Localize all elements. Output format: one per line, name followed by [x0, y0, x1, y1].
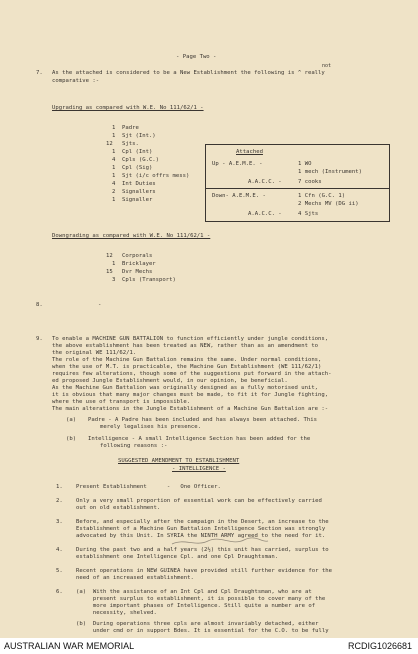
appendix-item-line: Recent operations in NEW GUINEA have provided still further evidence for the	[76, 568, 332, 574]
appendix-item-line: (a) With the assistance of an Int Cpl and Cpl Draughtsman, who are at	[76, 589, 312, 595]
appendix-item-number: 5.	[56, 568, 63, 574]
sub-b-line: following reasons :-	[100, 443, 168, 449]
sub-a-label: (a)	[66, 417, 77, 423]
record-id: RCDIG1026681	[347, 641, 412, 651]
list-qty: 1	[112, 149, 116, 155]
list-qty: 2	[112, 189, 116, 195]
box-divider	[206, 188, 389, 189]
list-text: Cpl (Sig)	[122, 165, 153, 171]
attached-up-value: 1 WO	[298, 161, 312, 167]
item-8-number: 8.	[36, 302, 43, 308]
item-9-line: the original WE 111/62/1.	[52, 350, 137, 356]
attached-up-acc-label: A.A.C.C. -	[248, 179, 282, 185]
appendix-item-number: 2.	[56, 498, 63, 504]
item-9-line: requires few alterations, though some of the suggestions put forward in the attach-	[52, 371, 332, 377]
appendix-subtitle: - INTELLIGENCE -	[172, 466, 226, 472]
attached-down-acc-value: 4 Sjts	[298, 211, 319, 217]
list-qty: 1	[112, 173, 116, 179]
appendix-item-number: 6.	[56, 589, 63, 595]
archive-footer	[0, 638, 418, 654]
list-qty: 12	[106, 253, 113, 259]
attached-box	[205, 144, 390, 222]
appendix-item-line: advocated by this Unit. In SYRIA the NINTH ARMY agreed to the need for it.	[76, 533, 326, 539]
list-text: Sjts.	[122, 141, 139, 147]
sub-a-line: Padre - A Padre has been included and has always been attached. This	[88, 417, 318, 423]
appendix-item-number: 4.	[56, 547, 63, 553]
list-qty: 15	[106, 269, 113, 275]
appendix-item-line: under cmd or in support Bdes. It is essential for the C.O. to be fully	[76, 628, 329, 634]
item-8-text: -	[98, 302, 102, 308]
appendix-item-line: necessity, shelved.	[76, 610, 157, 616]
sub-b-label: (b)	[66, 436, 77, 442]
appendix-item-line: Before, and especially after the campaign in the Desert, an increase to the	[76, 519, 329, 525]
list-text: Cpls (G.C.)	[122, 157, 160, 163]
appendix-title: SUGGESTED AMENDMENT TO ESTABLISHMENT	[118, 458, 240, 464]
list-qty: 1	[112, 261, 116, 267]
list-text: Int Duties	[122, 181, 156, 187]
attached-up-value: 1 mech (Instrument)	[298, 169, 362, 175]
item-9-line: the above establishment has been treated as NEW, rather than as an amendment to	[52, 343, 319, 349]
list-text: Cpl (Int)	[122, 149, 153, 155]
item-9-line: To enable a MACHINE GUN BATTALION to function efficiently under jungle conditions,	[52, 336, 329, 342]
item-9-line: The main alterations in the Jungle Establishment of a Machine Gun Battalion are :-	[52, 406, 329, 412]
appendix-item-number: 1.	[56, 484, 63, 490]
item-9-line: The role of the Machine Gun Battalion remains the same. Under normal conditions,	[52, 357, 322, 363]
list-text: Sjt (Int.)	[122, 133, 156, 139]
attached-down-value: 2 Mechs MV (DG ii)	[298, 201, 359, 207]
appendix-item-line: more important phases of Intelligence. Still quite a number are of	[76, 603, 316, 609]
sub-b-line: Intelligence - A small Intelligence Section has been added for the	[88, 436, 311, 442]
list-text: Corporals	[122, 253, 153, 259]
attached-up-acc-value: 7 cooks	[298, 179, 322, 185]
list-qty: 12	[106, 141, 113, 147]
list-text: Signaller	[122, 197, 153, 203]
handwritten-mark	[170, 535, 270, 549]
downgrading-heading: Downgrading as compared with W.E. No 111/62/1 -	[52, 233, 211, 239]
attached-down-acc-label: A.A.C.C. -	[248, 211, 282, 217]
handwritten-insert: not	[322, 63, 332, 69]
appendix-item-number: 3.	[56, 519, 63, 525]
list-qty: 1	[112, 197, 116, 203]
appendix-item-line: Only a very small proportion of essential work can be effectively carried	[76, 498, 322, 504]
list-text: Bricklayer	[122, 261, 156, 267]
list-qty: 1	[112, 133, 116, 139]
archive-name: AUSTRALIAN WAR MEMORIAL	[4, 641, 135, 651]
item-9-line: where the use of transport is impossible.	[52, 399, 191, 405]
item-9-line: when the use of M.T. is practicable, the Machine Gun Establishment (WE 111/62/1)	[52, 364, 322, 370]
list-qty: 4	[112, 181, 116, 187]
item-9-line: it is obvious that many major changes must be made, to fit it for Jungle fighting,	[52, 392, 329, 398]
item-9-line: ed proposed Jungle Establishment would, in our opinion, be beneficial.	[52, 378, 288, 384]
upgrading-heading: Upgrading as compared with W.E. No 111/62/1 -	[52, 105, 204, 111]
appendix-item-line: establishment one Intelligence Cpl. and one Cpl Draughtsman.	[76, 554, 279, 560]
list-text: Cpls (Transport)	[122, 277, 176, 283]
page-heading: - Page Two -	[176, 54, 217, 60]
list-qty: 1	[112, 125, 116, 131]
list-text: Padre	[122, 125, 139, 131]
appendix-item-line: present surplus to establishment, it is possible to cover many of the	[76, 596, 326, 602]
appendix-item-line: During the past two and a half years (2½) this unit has carried, surplus to	[76, 547, 329, 553]
appendix-item-line: Present Establishment - One Officer.	[76, 484, 221, 490]
item-7-number: 7.	[36, 70, 43, 76]
list-text: Signallers	[122, 189, 156, 195]
attached-title: Attached	[236, 149, 263, 155]
appendix-item-line: out on old establishment.	[76, 505, 161, 511]
list-text: Dvr Mechs	[122, 269, 153, 275]
attached-down-label: Down- A.E.M.E. -	[212, 193, 266, 199]
appendix-item-line: (b) During operations three cpls are almost invariably detached, either	[76, 621, 319, 627]
appendix-item-line: Establishment of a Machine Gun Battalion Intelligence Section was strongly	[76, 526, 326, 532]
sub-a-line: merely legalises his presence.	[100, 424, 202, 430]
item-7-line: comparative :-	[52, 78, 100, 84]
item-9-line: As the Machine Gun Battalion was originally designed as a fully motorised unit,	[52, 385, 319, 391]
attached-up-label: Up - A.E.M.E. -	[212, 161, 263, 167]
list-text: Sjt (i/c offrs mess)	[122, 173, 190, 179]
list-qty: 4	[112, 157, 116, 163]
item-7-line: As the attached is considered to be a New Establishment the following is ^ really	[52, 70, 325, 76]
list-qty: 1	[112, 165, 116, 171]
appendix-item-line: need of an increased establishment.	[76, 575, 194, 581]
attached-down-value: 1 Cfn (G.C. 1)	[298, 193, 346, 199]
list-qty: 3	[112, 277, 116, 283]
item-9-number: 9.	[36, 336, 43, 342]
